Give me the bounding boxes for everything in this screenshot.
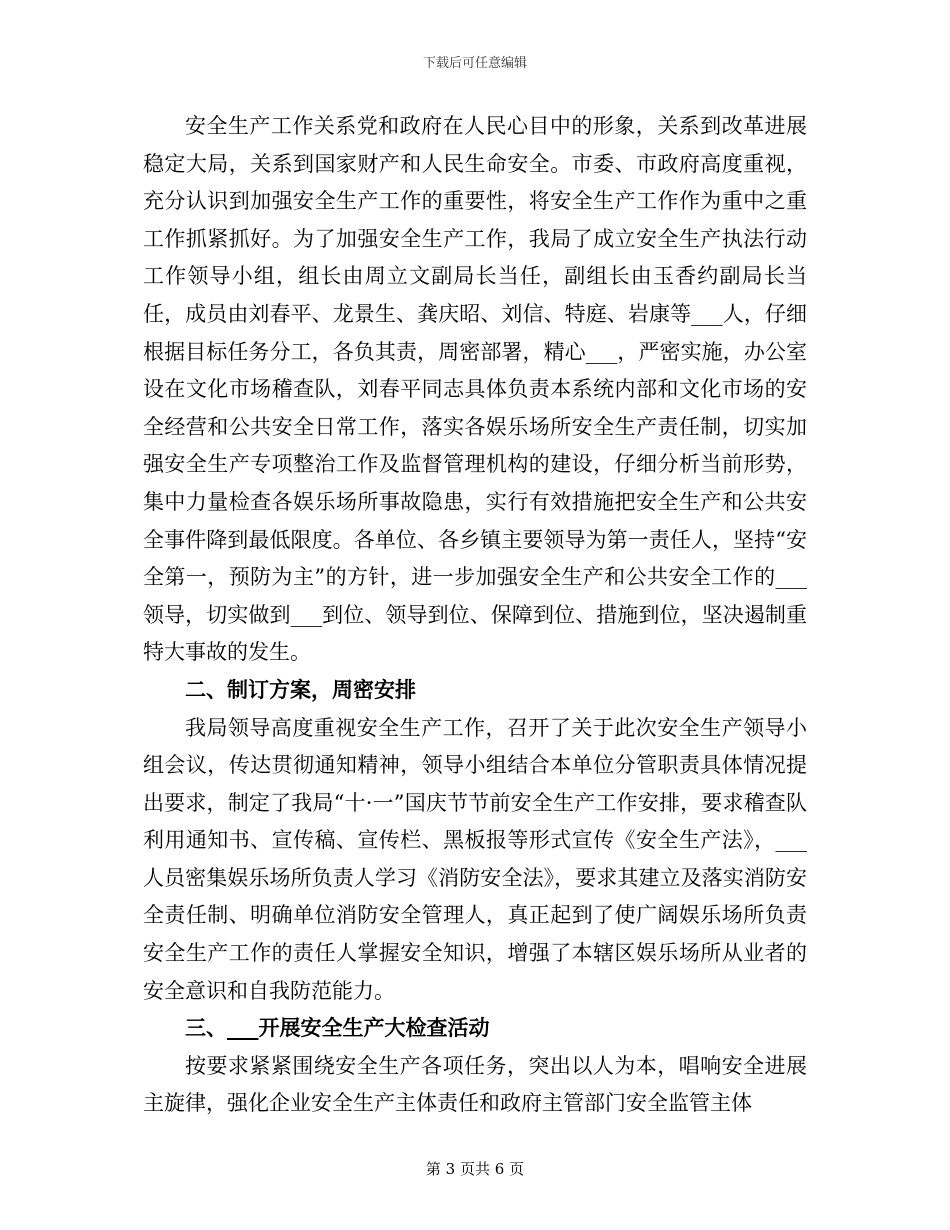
header-note: 下载后可任意编辑 <box>422 56 527 71</box>
paragraph-section-3: 按要求紧紧围绕安全生产各项任务，突出以人为本，唱响安全进展主旋律，强化企业安全生产主体责任和政府主管部门安全监管主体 <box>143 1053 807 1116</box>
paragraph-section-2: 我局领导高度重视安全生产工作，召开了关于此次安全生产领导小组会议，传达贯彻通知精神，领导小组结合本单位分管职责具体情况提出要求，制定了我局“十·一”国庆节节前安全生产工作安排，要求稽查队利用通知书、宣传稿、宣传栏、黑板报等形式宣传《安全生产法》，___人员密集娱乐场所负责人学习《消防安全法》，要求其建立及落实消防安全责任制、明确单位消防安全管理人，真正起到了使广阔娱乐场所负责安全生产工作的责任人掌握安全知识，增强了本辖区娱乐场所从业者的安全意识和自我防范能力。 <box>143 715 807 1003</box>
section-heading-2: 二、制订方案，周密安排 <box>185 677 416 702</box>
document-body <box>143 108 807 1123</box>
paragraph-intro: 安全生产工作关系党和政府在人民心目中的形象，关系到改革进展稳定大局，关系到国家财产和人民生命安全。市委、市政府高度重视，充分认识到加强安全生产工作的重要性，将安全生产工作作为重中之重工作抓紧抓好。为了加强安全生产工作，我局了成立安全生产执法行动工作领导小组，组长由周立文副局长当任，副组长由玉香约副局长当任，成员由刘春平、龙景生、龚庆昭、刘信、特庭、岩康等___人，仔细根据目标任务分工，各负其责，周密部署，精心___，严密实施，办公室设在文化市场稽查队，刘春平同志具体负责本系统内部和文化市场的安全经营和公共安全日常工作，落实各娱乐场所安全生产责任制，切实加强安全生产专项整治工作及监督管理机构的建设，仔细分析当前形势，集中力量检查各娱乐场所事故隐患，实行有效措施把安全生产和公共安全事件降到最低限度。各单位、各乡镇主要领导为第一责任人，坚持“安全第一，预防为主”的方针，进一步加强安全生产和公共安全工作的___领导，切实做到___到位、领导到位、保障到位、措施到位，坚决遏制重特大事故的发生。 <box>143 114 807 665</box>
section-heading-3: 三、___开展安全生产大检查活动 <box>185 1016 490 1041</box>
page-number-footer: 第 3 页共 6 页 <box>425 1160 525 1178</box>
